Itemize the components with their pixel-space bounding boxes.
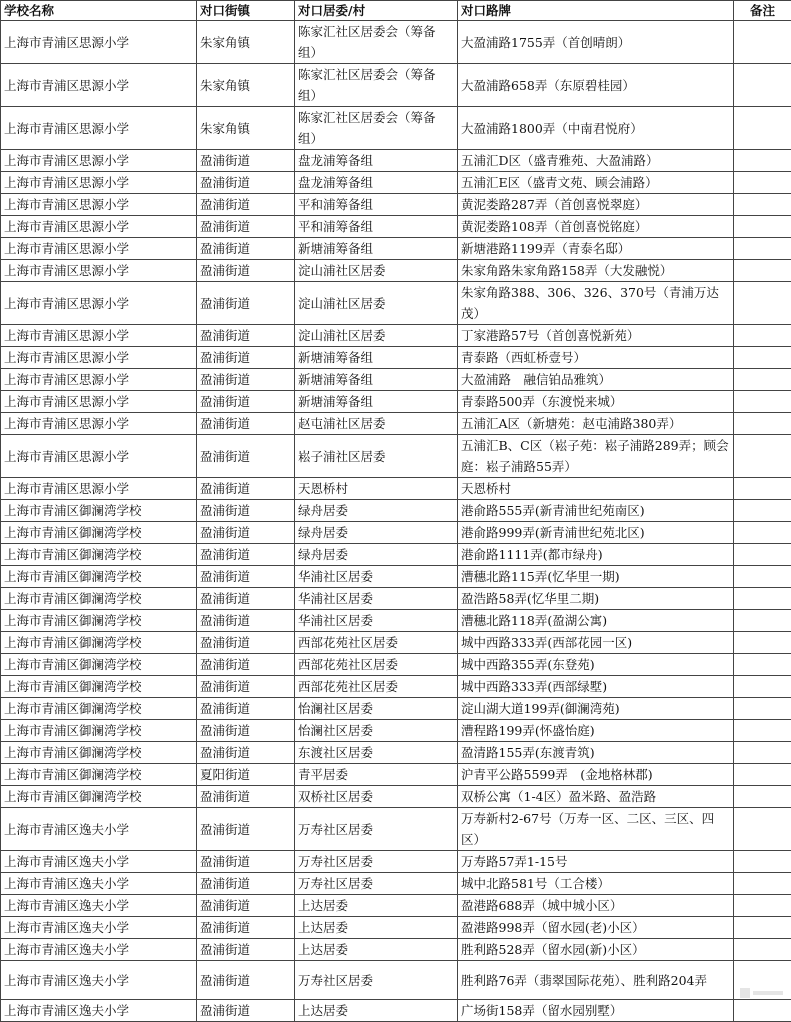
remarks-cell — [734, 566, 791, 588]
table-row — [1, 873, 791, 895]
street-town-cell: 盈浦街道 — [197, 698, 295, 720]
road-address-cell: 万寿新村2-67号（万寿一区、二区、三区、四区） — [458, 808, 734, 851]
header-committee-village: 对口居委/村 — [295, 1, 458, 21]
remarks-cell — [734, 720, 791, 742]
school-name-cell: 上海市青浦区逸夫小学 — [1, 851, 197, 873]
table-row — [1, 107, 791, 150]
road-address-cell: 五浦汇B、C区（崧子苑：崧子浦路289弄；顾会庭：崧子浦路55弄） — [458, 435, 734, 478]
school-name-cell: 上海市青浦区御澜湾学校 — [1, 610, 197, 632]
remarks-cell — [734, 150, 791, 172]
table-row — [1, 500, 791, 522]
road-address-cell: 港俞路1111弄(都市绿舟) — [458, 544, 734, 566]
committee-village-cell: 上达居委 — [295, 895, 458, 917]
street-town-cell: 盈浦街道 — [197, 917, 295, 939]
street-town-cell: 盈浦街道 — [197, 238, 295, 260]
road-address-cell: 港俞路999弄(新青浦世纪苑北区) — [458, 522, 734, 544]
table-row — [1, 764, 791, 786]
road-address-cell: 天恩桥村 — [458, 478, 734, 500]
remarks-cell — [734, 588, 791, 610]
table-row — [1, 566, 791, 588]
road-address-cell: 大盈浦路658弄（东原碧桂园） — [458, 64, 734, 107]
header-school-name: 学校名称 — [1, 1, 197, 21]
committee-village-cell: 绿舟居委 — [295, 500, 458, 522]
committee-village-cell: 西部花苑社区居委 — [295, 676, 458, 698]
table-row — [1, 172, 791, 194]
committee-village-cell: 西部花苑社区居委 — [295, 654, 458, 676]
table-row — [1, 478, 791, 500]
road-address-cell: 万寿路57弄1-15号 — [458, 851, 734, 873]
street-town-cell: 盈浦街道 — [197, 632, 295, 654]
street-town-cell: 盈浦街道 — [197, 742, 295, 764]
committee-village-cell: 新塘浦筹备组 — [295, 369, 458, 391]
school-name-cell: 上海市青浦区思源小学 — [1, 478, 197, 500]
table-row — [1, 260, 791, 282]
remarks-cell — [734, 895, 791, 917]
committee-village-cell: 万寿社区居委 — [295, 961, 458, 1000]
road-address-cell: 双桥公寓（1-4区）盈米路、盈浩路 — [458, 786, 734, 808]
road-address-cell: 大盈浦路1755弄（首创晴朗） — [458, 21, 734, 64]
committee-village-cell: 怡澜社区居委 — [295, 698, 458, 720]
watermark-logo — [739, 986, 785, 1000]
school-name-cell: 上海市青浦区御澜湾学校 — [1, 676, 197, 698]
school-name-cell: 上海市青浦区思源小学 — [1, 107, 197, 150]
road-address-cell: 漕穗北路118弄(盈湖公寓) — [458, 610, 734, 632]
remarks-cell — [734, 808, 791, 851]
committee-village-cell: 盘龙浦筹备组 — [295, 172, 458, 194]
remarks-cell — [734, 194, 791, 216]
street-town-cell: 盈浦街道 — [197, 282, 295, 325]
committee-village-cell: 华浦社区居委 — [295, 610, 458, 632]
school-name-cell: 上海市青浦区御澜湾学校 — [1, 786, 197, 808]
committee-village-cell: 新塘浦筹备组 — [295, 238, 458, 260]
school-name-cell: 上海市青浦区思源小学 — [1, 391, 197, 413]
street-town-cell: 盈浦街道 — [197, 150, 295, 172]
road-address-cell: 朱家角路388、306、326、370号（青浦万达茂） — [458, 282, 734, 325]
remarks-cell — [734, 21, 791, 64]
remarks-cell — [734, 413, 791, 435]
street-town-cell: 盈浦街道 — [197, 566, 295, 588]
street-town-cell: 盈浦街道 — [197, 216, 295, 238]
street-town-cell: 盈浦街道 — [197, 347, 295, 369]
school-name-cell: 上海市青浦区思源小学 — [1, 172, 197, 194]
table-row — [1, 676, 791, 698]
road-address-cell: 盈港路688弄（城中城小区） — [458, 895, 734, 917]
committee-village-cell: 华浦社区居委 — [295, 588, 458, 610]
street-town-cell: 朱家角镇 — [197, 21, 295, 64]
table-row — [1, 851, 791, 873]
table-row — [1, 895, 791, 917]
remarks-cell — [734, 1000, 791, 1022]
street-town-cell: 盈浦街道 — [197, 895, 295, 917]
school-name-cell: 上海市青浦区御澜湾学校 — [1, 764, 197, 786]
remarks-cell — [734, 325, 791, 347]
school-name-cell: 上海市青浦区御澜湾学校 — [1, 632, 197, 654]
street-town-cell: 盈浦街道 — [197, 478, 295, 500]
committee-village-cell: 淀山浦社区居委 — [295, 325, 458, 347]
road-address-cell: 大盈浦路1800弄（中南君悦府） — [458, 107, 734, 150]
road-address-cell: 城中西路355弄(东登苑) — [458, 654, 734, 676]
street-town-cell: 盈浦街道 — [197, 435, 295, 478]
committee-village-cell: 淀山浦社区居委 — [295, 282, 458, 325]
school-name-cell: 上海市青浦区思源小学 — [1, 64, 197, 107]
table-row — [1, 698, 791, 720]
school-name-cell: 上海市青浦区御澜湾学校 — [1, 566, 197, 588]
committee-village-cell: 陈家汇社区居委会（筹备组） — [295, 64, 458, 107]
remarks-cell — [734, 282, 791, 325]
committee-village-cell: 万寿社区居委 — [295, 851, 458, 873]
table-row — [1, 413, 791, 435]
header-street-town: 对口街镇 — [197, 1, 295, 21]
remarks-cell — [734, 610, 791, 632]
school-name-cell: 上海市青浦区思源小学 — [1, 21, 197, 64]
committee-village-cell: 平和浦筹备组 — [295, 216, 458, 238]
school-name-cell: 上海市青浦区逸夫小学 — [1, 961, 197, 1000]
remarks-cell — [734, 522, 791, 544]
remarks-cell — [734, 632, 791, 654]
school-name-cell: 上海市青浦区逸夫小学 — [1, 895, 197, 917]
school-name-cell: 上海市青浦区思源小学 — [1, 260, 197, 282]
street-town-cell: 盈浦街道 — [197, 1000, 295, 1022]
remarks-cell — [734, 544, 791, 566]
table-row — [1, 369, 791, 391]
committee-village-cell: 双桥社区居委 — [295, 786, 458, 808]
road-address-cell: 城中北路581号（工合楼） — [458, 873, 734, 895]
road-address-cell: 广场街158弄（留水园别墅） — [458, 1000, 734, 1022]
table-row — [1, 808, 791, 851]
street-town-cell: 盈浦街道 — [197, 588, 295, 610]
school-name-cell: 上海市青浦区御澜湾学校 — [1, 742, 197, 764]
remarks-cell — [734, 260, 791, 282]
table-row — [1, 347, 791, 369]
street-town-cell: 夏阳街道 — [197, 764, 295, 786]
table-row — [1, 216, 791, 238]
street-town-cell: 盈浦街道 — [197, 325, 295, 347]
road-address-cell: 淀山湖大道199弄(御澜湾苑) — [458, 698, 734, 720]
road-address-cell: 盈港路998弄（留水园(老)小区） — [458, 917, 734, 939]
road-address-cell: 胜利路76弄（翡翠国际花苑）、胜利路204弄 — [458, 961, 734, 1000]
school-name-cell: 上海市青浦区思源小学 — [1, 216, 197, 238]
street-town-cell: 盈浦街道 — [197, 522, 295, 544]
road-address-cell: 盈浩路58弄(忆华里二期) — [458, 588, 734, 610]
remarks-cell — [734, 435, 791, 478]
road-address-cell: 胜利路528弄（留水园(新)小区） — [458, 939, 734, 961]
street-town-cell: 盈浦街道 — [197, 500, 295, 522]
table-row — [1, 720, 791, 742]
street-town-cell: 盈浦街道 — [197, 194, 295, 216]
table-row — [1, 21, 791, 64]
remarks-cell — [734, 347, 791, 369]
road-address-cell: 大盈浦路 融信铂品雅筑） — [458, 369, 734, 391]
remarks-cell — [734, 238, 791, 260]
committee-village-cell: 天恩桥村 — [295, 478, 458, 500]
committee-village-cell: 万寿社区居委 — [295, 873, 458, 895]
table-row — [1, 742, 791, 764]
school-name-cell: 上海市青浦区逸夫小学 — [1, 1000, 197, 1022]
table-body — [1, 21, 791, 1022]
road-address-cell: 城中西路333弄(西部绿墅) — [458, 676, 734, 698]
street-town-cell: 盈浦街道 — [197, 786, 295, 808]
road-address-cell: 新塘港路1199弄（青泰名邸） — [458, 238, 734, 260]
committee-village-cell: 怡澜社区居委 — [295, 720, 458, 742]
committee-village-cell: 绿舟居委 — [295, 522, 458, 544]
street-town-cell: 盈浦街道 — [197, 961, 295, 1000]
remarks-cell — [734, 698, 791, 720]
road-address-cell: 五浦汇A区（新塘苑：赵屯浦路380弄） — [458, 413, 734, 435]
road-address-cell: 黄泥娄路287弄（首创喜悦翠庭） — [458, 194, 734, 216]
table-row — [1, 654, 791, 676]
committee-village-cell: 陈家汇社区居委会（筹备组） — [295, 21, 458, 64]
committee-village-cell: 陈家汇社区居委会（筹备组） — [295, 107, 458, 150]
remarks-cell — [734, 478, 791, 500]
road-address-cell: 港俞路555弄(新青浦世纪苑南区) — [458, 500, 734, 522]
table-row — [1, 588, 791, 610]
committee-village-cell: 平和浦筹备组 — [295, 194, 458, 216]
street-town-cell: 盈浦街道 — [197, 808, 295, 851]
table-row — [1, 435, 791, 478]
table-row — [1, 64, 791, 107]
committee-village-cell: 东渡社区居委 — [295, 742, 458, 764]
road-address-cell: 漕程路199弄(怀盛怡庭) — [458, 720, 734, 742]
remarks-cell — [734, 764, 791, 786]
school-name-cell: 上海市青浦区逸夫小学 — [1, 939, 197, 961]
school-name-cell: 上海市青浦区御澜湾学校 — [1, 698, 197, 720]
school-name-cell: 上海市青浦区思源小学 — [1, 238, 197, 260]
school-name-cell: 上海市青浦区思源小学 — [1, 282, 197, 325]
school-name-cell: 上海市青浦区御澜湾学校 — [1, 500, 197, 522]
table-row — [1, 544, 791, 566]
road-address-cell: 沪青平公路5599弄 (金地格林郡) — [458, 764, 734, 786]
table-row — [1, 325, 791, 347]
remarks-cell — [734, 107, 791, 150]
street-town-cell: 盈浦街道 — [197, 413, 295, 435]
school-name-cell: 上海市青浦区思源小学 — [1, 413, 197, 435]
street-town-cell: 盈浦街道 — [197, 873, 295, 895]
table-row — [1, 238, 791, 260]
road-address-cell: 五浦汇E区（盛青文苑、顾会浦路） — [458, 172, 734, 194]
school-name-cell: 上海市青浦区逸夫小学 — [1, 808, 197, 851]
school-name-cell: 上海市青浦区思源小学 — [1, 435, 197, 478]
table-row — [1, 282, 791, 325]
remarks-cell — [734, 676, 791, 698]
street-town-cell: 盈浦街道 — [197, 851, 295, 873]
road-address-cell: 朱家角路朱家角路158弄（大发融悦） — [458, 260, 734, 282]
street-town-cell: 朱家角镇 — [197, 64, 295, 107]
school-name-cell: 上海市青浦区思源小学 — [1, 194, 197, 216]
table-row — [1, 610, 791, 632]
committee-village-cell: 上达居委 — [295, 939, 458, 961]
remarks-cell — [734, 500, 791, 522]
committee-village-cell: 西部花苑社区居委 — [295, 632, 458, 654]
school-name-cell: 上海市青浦区思源小学 — [1, 369, 197, 391]
street-town-cell: 盈浦街道 — [197, 939, 295, 961]
road-address-cell: 漕穗北路115弄(忆华里一期) — [458, 566, 734, 588]
table-row — [1, 1000, 791, 1022]
school-name-cell: 上海市青浦区逸夫小学 — [1, 873, 197, 895]
remarks-cell — [734, 64, 791, 107]
committee-village-cell: 万寿社区居委 — [295, 808, 458, 851]
header-remarks: 备注 — [734, 1, 791, 21]
table-row — [1, 391, 791, 413]
remarks-cell — [734, 786, 791, 808]
street-town-cell: 盈浦街道 — [197, 654, 295, 676]
table-row — [1, 917, 791, 939]
committee-village-cell: 上达居委 — [295, 1000, 458, 1022]
remarks-cell — [734, 851, 791, 873]
committee-village-cell: 绿舟居委 — [295, 544, 458, 566]
street-town-cell: 盈浦街道 — [197, 369, 295, 391]
header-road-address: 对口路牌 — [458, 1, 734, 21]
school-name-cell: 上海市青浦区思源小学 — [1, 325, 197, 347]
school-name-cell: 上海市青浦区思源小学 — [1, 150, 197, 172]
table-row — [1, 150, 791, 172]
remarks-cell — [734, 391, 791, 413]
school-name-cell: 上海市青浦区御澜湾学校 — [1, 720, 197, 742]
remarks-cell — [734, 654, 791, 676]
table-row — [1, 194, 791, 216]
table-row — [1, 786, 791, 808]
committee-village-cell: 青平居委 — [295, 764, 458, 786]
road-address-cell: 城中西路333弄(西部花园一区) — [458, 632, 734, 654]
road-address-cell: 五浦汇D区（盛青雅苑、大盈浦路） — [458, 150, 734, 172]
road-address-cell: 青泰路500弄（东渡悦来城） — [458, 391, 734, 413]
remarks-cell — [734, 939, 791, 961]
remarks-cell — [734, 917, 791, 939]
school-name-cell: 上海市青浦区御澜湾学校 — [1, 544, 197, 566]
school-name-cell: 上海市青浦区御澜湾学校 — [1, 654, 197, 676]
committee-village-cell: 新塘浦筹备组 — [295, 347, 458, 369]
remarks-cell — [734, 172, 791, 194]
committee-village-cell: 盘龙浦筹备组 — [295, 150, 458, 172]
school-name-cell: 上海市青浦区思源小学 — [1, 347, 197, 369]
school-name-cell: 上海市青浦区御澜湾学校 — [1, 522, 197, 544]
street-town-cell: 朱家角镇 — [197, 107, 295, 150]
street-town-cell: 盈浦街道 — [197, 720, 295, 742]
committee-village-cell: 华浦社区居委 — [295, 566, 458, 588]
road-address-cell: 丁家港路57号（首创喜悦新苑） — [458, 325, 734, 347]
street-town-cell: 盈浦街道 — [197, 260, 295, 282]
remarks-cell — [734, 742, 791, 764]
street-town-cell: 盈浦街道 — [197, 544, 295, 566]
road-address-cell: 青泰路（西虹桥壹号） — [458, 347, 734, 369]
committee-village-cell: 上达居委 — [295, 917, 458, 939]
street-town-cell: 盈浦街道 — [197, 676, 295, 698]
remarks-cell — [734, 873, 791, 895]
remarks-cell — [734, 369, 791, 391]
table-row — [1, 522, 791, 544]
school-name-cell: 上海市青浦区逸夫小学 — [1, 917, 197, 939]
street-town-cell: 盈浦街道 — [197, 391, 295, 413]
school-name-cell: 上海市青浦区御澜湾学校 — [1, 588, 197, 610]
road-address-cell: 盈清路155弄(东渡青筑) — [458, 742, 734, 764]
road-address-cell: 黄泥娄路108弄（首创喜悦铭庭） — [458, 216, 734, 238]
street-town-cell: 盈浦街道 — [197, 172, 295, 194]
committee-village-cell: 淀山浦社区居委 — [295, 260, 458, 282]
table-row — [1, 961, 791, 1000]
street-town-cell: 盈浦街道 — [197, 610, 295, 632]
header-row — [1, 1, 791, 21]
committee-village-cell: 新塘浦筹备组 — [295, 391, 458, 413]
remarks-cell — [734, 216, 791, 238]
committee-village-cell: 赵屯浦社区居委 — [295, 413, 458, 435]
table-row — [1, 939, 791, 961]
committee-village-cell: 崧子浦社区居委 — [295, 435, 458, 478]
table-row — [1, 632, 791, 654]
